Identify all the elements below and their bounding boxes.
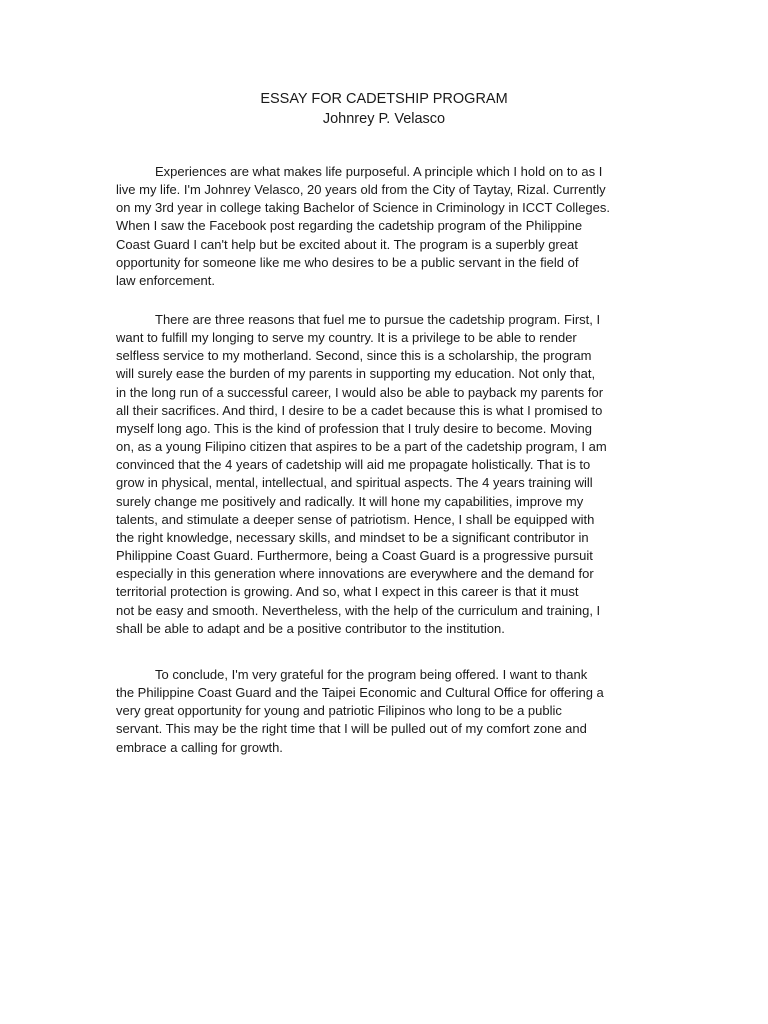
text-line: all their sacrifices. And third, I desire to be a cadet because this is what I promised to xyxy=(116,402,603,418)
text-line: law enforcement. xyxy=(116,272,215,288)
author-name: Johnrey P. Velasco xyxy=(322,111,446,127)
paragraph-conclusion xyxy=(116,666,654,757)
text-line: on, as a young Filipino citizen that aspires to be a part of the cadetship program, I am xyxy=(116,439,607,455)
text-line: especially in this generation where innovations are everywhere and the demand for xyxy=(116,566,594,582)
text-line: not be easy and smooth. Nevertheless, with the help of the curriculum and training, I xyxy=(116,602,601,618)
text-line: Philippine Coast Guard. Furthermore, being a Coast Guard is a progressive pursuit xyxy=(116,548,593,564)
paragraph-reasons xyxy=(116,311,654,638)
essay-title: ESSAY FOR CADETSHIP PROGRAM xyxy=(260,91,508,107)
text-line: will surely ease the burden of my parents in supporting my education. Not only that, xyxy=(116,366,596,382)
text-line: talents, and stimulate a deeper sense of patriotism. Hence, I shall be equipped with xyxy=(116,511,595,527)
text-line: There are three reasons that fuel me to pursue the cadetship program. First, I xyxy=(155,312,601,327)
text-line: in the long run of a successful career, I would also be able to payback my parents for xyxy=(116,384,604,400)
text-line: When I saw the Facebook post regarding the cadetship program of the Philippine xyxy=(116,218,583,234)
text-line: selfless service to my motherland. Second, since this is a scholarship, the program xyxy=(116,348,592,364)
text-line: convinced that the 4 years of cadetship will aid me propagate holistically. That is to xyxy=(116,457,591,473)
text-line: embrace a calling for growth. xyxy=(116,739,283,755)
text-line: the right knowledge, necessary skills, and mindset to be a significant contributor in xyxy=(116,529,589,545)
text-line: want to fulfill my longing to serve my country. It is a privilege to be able to render xyxy=(116,330,577,346)
text-line: grow in physical, mental, intellectual, and spiritual aspects. The 4 years training will xyxy=(116,475,593,491)
text-line: the Philippine Coast Guard and the Taipei Economic and Cultural Office for offering a xyxy=(116,685,604,701)
text-line: territorial protection is growing. And so, what I expect in this career is that it must xyxy=(116,584,579,600)
text-line: shall be able to adapt and be a positive contributor to the institution. xyxy=(116,620,505,636)
text-line: myself long ago. This is the kind of profession that I truly desire to become. Moving xyxy=(116,420,592,436)
paragraph-introduction xyxy=(116,163,654,290)
text-line: Experiences are what makes life purposeful. A principle which I hold on to as I xyxy=(155,164,603,179)
text-line: surely change me positively and radically. It will hone my capabilities, improve my xyxy=(116,493,584,509)
text-line: opportunity for someone like me who desires to be a public servant in the field of xyxy=(116,254,579,270)
text-line: on my 3rd year in college taking Bachelor of Science in Criminology in ICCT Colleges. xyxy=(116,200,610,216)
text-line: Coast Guard I can't help but be excited about it. The program is a superbly great xyxy=(116,236,578,252)
text-line: very great opportunity for young and patriotic Filipinos who long to be a public xyxy=(116,703,562,719)
text-line: servant. This may be the right time that I will be pulled out of my comfort zone and xyxy=(116,721,587,737)
text-line: To conclude, I'm very grateful for the program being offered. I want to thank xyxy=(155,667,588,682)
text-line: live my life. I'm Johnrey Velasco, 20 years old from the City of Taytay, Rizal. Currently xyxy=(116,182,606,198)
